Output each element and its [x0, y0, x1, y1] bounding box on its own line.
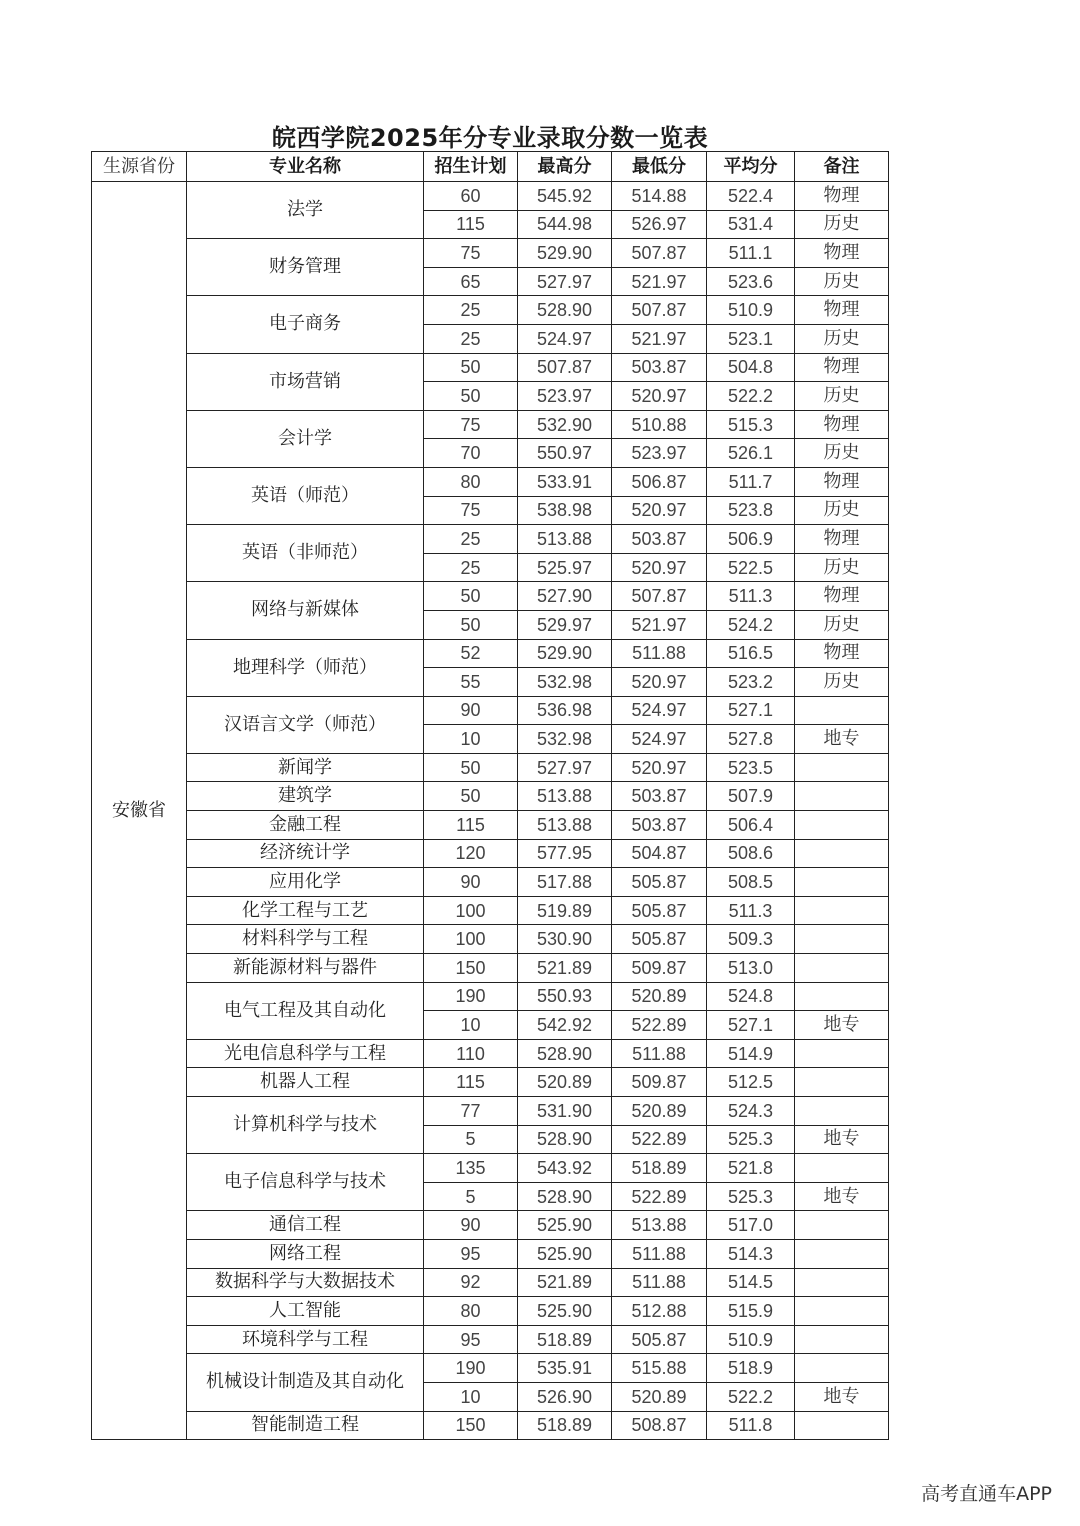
table-row — [92, 925, 889, 954]
table-row — [92, 239, 889, 268]
major-name-cell: 材料科学与工程 — [187, 925, 424, 954]
note-cell: 物理 — [795, 353, 889, 382]
min-score-cell: 521.97 — [612, 267, 707, 296]
note-cell — [795, 1411, 889, 1440]
avg-score-cell: 522.2 — [707, 382, 795, 411]
max-score-cell: 528.90 — [518, 1039, 612, 1068]
min-score-cell: 507.87 — [612, 239, 707, 268]
plan-cell: 90 — [424, 696, 518, 725]
plan-cell: 75 — [424, 496, 518, 525]
min-score-cell: 520.97 — [612, 496, 707, 525]
max-score-cell: 526.90 — [518, 1382, 612, 1411]
table-body — [92, 182, 889, 1440]
header-province: 生源省份 — [92, 152, 187, 182]
avg-score-cell: 515.3 — [707, 410, 795, 439]
major-name-cell: 计算机科学与技术 — [187, 1097, 424, 1154]
avg-score-cell: 514.3 — [707, 1239, 795, 1268]
plan-cell: 150 — [424, 1411, 518, 1440]
note-cell — [795, 782, 889, 811]
note-cell — [795, 1354, 889, 1383]
major-name-cell: 经济统计学 — [187, 839, 424, 868]
max-score-cell: 535.91 — [518, 1354, 612, 1383]
max-score-cell: 529.90 — [518, 639, 612, 668]
max-score-cell: 530.90 — [518, 925, 612, 954]
major-name-cell: 财务管理 — [187, 239, 424, 296]
major-name-cell: 通信工程 — [187, 1211, 424, 1240]
avg-score-cell: 506.4 — [707, 811, 795, 840]
avg-score-cell: 522.2 — [707, 1382, 795, 1411]
plan-cell: 115 — [424, 811, 518, 840]
max-score-cell: 517.88 — [518, 868, 612, 897]
max-score-cell: 513.88 — [518, 782, 612, 811]
min-score-cell: 505.87 — [612, 1325, 707, 1354]
max-score-cell: 528.90 — [518, 1125, 612, 1154]
max-score-cell: 521.89 — [518, 954, 612, 983]
plan-cell: 65 — [424, 267, 518, 296]
min-score-cell: 511.88 — [612, 639, 707, 668]
note-cell: 历史 — [795, 439, 889, 468]
note-cell: 物理 — [795, 525, 889, 554]
max-score-cell: 542.92 — [518, 1011, 612, 1040]
avg-score-cell: 524.2 — [707, 610, 795, 639]
max-score-cell: 525.90 — [518, 1297, 612, 1326]
avg-score-cell: 521.8 — [707, 1154, 795, 1183]
plan-cell: 100 — [424, 925, 518, 954]
min-score-cell: 523.97 — [612, 439, 707, 468]
min-score-cell: 515.88 — [612, 1354, 707, 1383]
max-score-cell: 520.89 — [518, 1068, 612, 1097]
avg-score-cell: 523.8 — [707, 496, 795, 525]
major-name-cell: 智能制造工程 — [187, 1411, 424, 1440]
min-score-cell: 504.87 — [612, 839, 707, 868]
plan-cell: 95 — [424, 1239, 518, 1268]
max-score-cell: 527.97 — [518, 267, 612, 296]
plan-cell: 25 — [424, 525, 518, 554]
max-score-cell: 533.91 — [518, 467, 612, 496]
avg-score-cell: 524.3 — [707, 1097, 795, 1126]
avg-score-cell: 511.8 — [707, 1411, 795, 1440]
avg-score-cell: 527.8 — [707, 725, 795, 754]
plan-cell: 52 — [424, 639, 518, 668]
avg-score-cell: 513.0 — [707, 954, 795, 983]
major-name-cell: 网络与新媒体 — [187, 582, 424, 639]
plan-cell: 190 — [424, 1354, 518, 1383]
min-score-cell: 507.87 — [612, 582, 707, 611]
min-score-cell: 503.87 — [612, 782, 707, 811]
min-score-cell: 506.87 — [612, 467, 707, 496]
note-cell — [795, 1039, 889, 1068]
min-score-cell: 520.97 — [612, 668, 707, 697]
watermark: 高考直通车APP — [921, 1483, 1052, 1505]
max-score-cell: 525.90 — [518, 1239, 612, 1268]
min-score-cell: 511.88 — [612, 1268, 707, 1297]
max-score-cell: 518.89 — [518, 1325, 612, 1354]
note-cell — [795, 1325, 889, 1354]
plan-cell: 50 — [424, 582, 518, 611]
note-cell: 物理 — [795, 239, 889, 268]
table-row — [92, 639, 889, 668]
major-name-cell: 市场营销 — [187, 353, 424, 410]
min-score-cell: 513.88 — [612, 1211, 707, 1240]
avg-score-cell: 511.3 — [707, 896, 795, 925]
max-score-cell: 532.90 — [518, 410, 612, 439]
avg-score-cell: 531.4 — [707, 210, 795, 239]
table-row — [92, 1325, 889, 1354]
avg-score-cell: 522.4 — [707, 182, 795, 211]
note-cell: 历史 — [795, 496, 889, 525]
table-header-row — [92, 152, 889, 182]
avg-score-cell: 523.6 — [707, 267, 795, 296]
note-cell — [795, 896, 889, 925]
header-min-score: 最低分 — [612, 152, 707, 182]
max-score-cell: 550.93 — [518, 982, 612, 1011]
max-score-cell: 521.89 — [518, 1268, 612, 1297]
avg-score-cell: 523.1 — [707, 324, 795, 353]
admission-score-table — [91, 151, 889, 1440]
min-score-cell: 521.97 — [612, 324, 707, 353]
major-name-cell: 电子商务 — [187, 296, 424, 353]
plan-cell: 50 — [424, 353, 518, 382]
min-score-cell: 508.87 — [612, 1411, 707, 1440]
table-row — [92, 1039, 889, 1068]
min-score-cell: 520.97 — [612, 553, 707, 582]
note-cell — [795, 1268, 889, 1297]
header-note: 备注 — [795, 152, 889, 182]
major-name-cell: 地理科学（师范） — [187, 639, 424, 696]
avg-score-cell: 516.5 — [707, 639, 795, 668]
plan-cell: 50 — [424, 753, 518, 782]
avg-score-cell: 511.3 — [707, 582, 795, 611]
max-score-cell: 545.92 — [518, 182, 612, 211]
plan-cell: 115 — [424, 1068, 518, 1097]
min-score-cell: 503.87 — [612, 525, 707, 554]
plan-cell: 135 — [424, 1154, 518, 1183]
note-cell: 地专 — [795, 1382, 889, 1411]
major-name-cell: 英语（师范） — [187, 467, 424, 524]
note-cell: 物理 — [795, 639, 889, 668]
table-row — [92, 696, 889, 725]
max-score-cell: 507.87 — [518, 353, 612, 382]
plan-cell: 5 — [424, 1125, 518, 1154]
major-name-cell: 数据科学与大数据技术 — [187, 1268, 424, 1297]
min-score-cell: 505.87 — [612, 925, 707, 954]
note-cell: 物理 — [795, 467, 889, 496]
min-score-cell: 522.89 — [612, 1125, 707, 1154]
max-score-cell: 528.90 — [518, 1182, 612, 1211]
max-score-cell: 529.90 — [518, 239, 612, 268]
table-row — [92, 1297, 889, 1326]
table-row — [92, 811, 889, 840]
plan-cell: 115 — [424, 210, 518, 239]
min-score-cell: 505.87 — [612, 896, 707, 925]
table-row — [92, 1154, 889, 1183]
max-score-cell: 524.97 — [518, 324, 612, 353]
min-score-cell: 520.89 — [612, 1382, 707, 1411]
min-score-cell: 522.89 — [612, 1182, 707, 1211]
note-cell — [795, 1239, 889, 1268]
min-score-cell: 522.89 — [612, 1011, 707, 1040]
avg-score-cell: 504.8 — [707, 353, 795, 382]
min-score-cell: 503.87 — [612, 811, 707, 840]
min-score-cell: 521.97 — [612, 610, 707, 639]
note-cell: 地专 — [795, 1182, 889, 1211]
table-row — [92, 954, 889, 983]
note-cell: 物理 — [795, 296, 889, 325]
min-score-cell: 520.97 — [612, 753, 707, 782]
note-cell: 历史 — [795, 210, 889, 239]
table-row — [92, 182, 889, 211]
avg-score-cell: 524.8 — [707, 982, 795, 1011]
avg-score-cell: 510.9 — [707, 1325, 795, 1354]
document-title: 皖西学院2025年分专业录取分数一览表 — [271, 124, 709, 152]
max-score-cell: 527.90 — [518, 582, 612, 611]
table-row — [92, 1268, 889, 1297]
avg-score-cell: 514.9 — [707, 1039, 795, 1068]
max-score-cell: 529.97 — [518, 610, 612, 639]
max-score-cell: 536.98 — [518, 696, 612, 725]
major-name-cell: 应用化学 — [187, 868, 424, 897]
max-score-cell: 528.90 — [518, 296, 612, 325]
plan-cell: 10 — [424, 1011, 518, 1040]
note-cell: 物理 — [795, 582, 889, 611]
table-row — [92, 1354, 889, 1383]
min-score-cell: 510.88 — [612, 410, 707, 439]
avg-score-cell: 527.1 — [707, 696, 795, 725]
note-cell: 地专 — [795, 1125, 889, 1154]
avg-score-cell: 523.2 — [707, 668, 795, 697]
avg-score-cell: 512.5 — [707, 1068, 795, 1097]
min-score-cell: 524.97 — [612, 725, 707, 754]
major-name-cell: 新能源材料与器件 — [187, 954, 424, 983]
plan-cell: 80 — [424, 1297, 518, 1326]
plan-cell: 10 — [424, 725, 518, 754]
avg-score-cell: 518.9 — [707, 1354, 795, 1383]
header-plan: 招生计划 — [424, 152, 518, 182]
max-score-cell: 532.98 — [518, 668, 612, 697]
min-score-cell: 518.89 — [612, 1154, 707, 1183]
min-score-cell: 520.89 — [612, 1097, 707, 1126]
avg-score-cell: 526.1 — [707, 439, 795, 468]
note-cell: 物理 — [795, 410, 889, 439]
note-cell — [795, 925, 889, 954]
major-name-cell: 电子信息科学与技术 — [187, 1154, 424, 1211]
note-cell: 历史 — [795, 610, 889, 639]
plan-cell: 25 — [424, 296, 518, 325]
note-cell: 历史 — [795, 553, 889, 582]
avg-score-cell: 506.9 — [707, 525, 795, 554]
max-score-cell: 525.97 — [518, 553, 612, 582]
major-name-cell: 会计学 — [187, 410, 424, 467]
table-row — [92, 1211, 889, 1240]
note-cell — [795, 1097, 889, 1126]
major-name-cell: 环境科学与工程 — [187, 1325, 424, 1354]
max-score-cell: 544.98 — [518, 210, 612, 239]
avg-score-cell: 510.9 — [707, 296, 795, 325]
note-cell — [795, 1154, 889, 1183]
max-score-cell: 523.97 — [518, 382, 612, 411]
major-name-cell: 机器人工程 — [187, 1068, 424, 1097]
major-name-cell: 新闻学 — [187, 753, 424, 782]
min-score-cell: 505.87 — [612, 868, 707, 897]
table-row — [92, 582, 889, 611]
min-score-cell: 507.87 — [612, 296, 707, 325]
plan-cell: 150 — [424, 954, 518, 983]
min-score-cell: 509.87 — [612, 1068, 707, 1097]
avg-score-cell: 515.9 — [707, 1297, 795, 1326]
plan-cell: 50 — [424, 610, 518, 639]
avg-score-cell: 523.5 — [707, 753, 795, 782]
max-score-cell: 543.92 — [518, 1154, 612, 1183]
plan-cell: 80 — [424, 467, 518, 496]
plan-cell: 90 — [424, 868, 518, 897]
note-cell: 地专 — [795, 1011, 889, 1040]
note-cell: 物理 — [795, 182, 889, 211]
note-cell — [795, 868, 889, 897]
plan-cell: 77 — [424, 1097, 518, 1126]
table-row — [92, 868, 889, 897]
max-score-cell: 531.90 — [518, 1097, 612, 1126]
min-score-cell: 503.87 — [612, 353, 707, 382]
avg-score-cell: 517.0 — [707, 1211, 795, 1240]
note-cell: 历史 — [795, 324, 889, 353]
table-row — [92, 353, 889, 382]
table-row — [92, 1097, 889, 1126]
max-score-cell: 518.89 — [518, 1411, 612, 1440]
table-row — [92, 753, 889, 782]
plan-cell: 75 — [424, 410, 518, 439]
major-name-cell: 法学 — [187, 182, 424, 239]
note-cell — [795, 954, 889, 983]
avg-score-cell: 522.5 — [707, 553, 795, 582]
plan-cell: 90 — [424, 1211, 518, 1240]
avg-score-cell: 525.3 — [707, 1125, 795, 1154]
plan-cell: 55 — [424, 668, 518, 697]
avg-score-cell: 514.5 — [707, 1268, 795, 1297]
table-row — [92, 410, 889, 439]
min-score-cell: 511.88 — [612, 1039, 707, 1068]
min-score-cell: 509.87 — [612, 954, 707, 983]
max-score-cell: 538.98 — [518, 496, 612, 525]
note-cell — [795, 753, 889, 782]
note-cell — [795, 811, 889, 840]
note-cell: 地专 — [795, 725, 889, 754]
min-score-cell: 514.88 — [612, 182, 707, 211]
max-score-cell: 550.97 — [518, 439, 612, 468]
avg-score-cell: 527.1 — [707, 1011, 795, 1040]
major-name-cell: 建筑学 — [187, 782, 424, 811]
min-score-cell: 524.97 — [612, 696, 707, 725]
province-cell: 安徽省 — [92, 182, 187, 1440]
note-cell — [795, 1068, 889, 1097]
plan-cell: 50 — [424, 382, 518, 411]
major-name-cell: 英语（非师范） — [187, 525, 424, 582]
plan-cell: 5 — [424, 1182, 518, 1211]
header-major: 专业名称 — [187, 152, 424, 182]
plan-cell: 25 — [424, 324, 518, 353]
major-name-cell: 金融工程 — [187, 811, 424, 840]
avg-score-cell: 525.3 — [707, 1182, 795, 1211]
table-row — [92, 982, 889, 1011]
note-cell: 历史 — [795, 267, 889, 296]
table-row — [92, 1411, 889, 1440]
plan-cell: 60 — [424, 182, 518, 211]
max-score-cell: 532.98 — [518, 725, 612, 754]
note-cell — [795, 696, 889, 725]
note-cell — [795, 839, 889, 868]
min-score-cell: 511.88 — [612, 1239, 707, 1268]
table-row — [92, 839, 889, 868]
table-row — [92, 1239, 889, 1268]
avg-score-cell: 509.3 — [707, 925, 795, 954]
table-row — [92, 1068, 889, 1097]
avg-score-cell: 511.7 — [707, 467, 795, 496]
plan-cell: 190 — [424, 982, 518, 1011]
table-row — [92, 782, 889, 811]
max-score-cell: 525.90 — [518, 1211, 612, 1240]
table-row — [92, 896, 889, 925]
avg-score-cell: 508.6 — [707, 839, 795, 868]
max-score-cell: 519.89 — [518, 896, 612, 925]
table-row — [92, 525, 889, 554]
major-name-cell: 机械设计制造及其自动化 — [187, 1354, 424, 1411]
plan-cell: 10 — [424, 1382, 518, 1411]
max-score-cell: 527.97 — [518, 753, 612, 782]
plan-cell: 120 — [424, 839, 518, 868]
note-cell — [795, 982, 889, 1011]
min-score-cell: 520.97 — [612, 382, 707, 411]
note-cell: 历史 — [795, 382, 889, 411]
major-name-cell: 光电信息科学与工程 — [187, 1039, 424, 1068]
avg-score-cell: 507.9 — [707, 782, 795, 811]
note-cell: 历史 — [795, 668, 889, 697]
major-name-cell: 网络工程 — [187, 1239, 424, 1268]
plan-cell: 95 — [424, 1325, 518, 1354]
plan-cell: 92 — [424, 1268, 518, 1297]
major-name-cell: 汉语言文学（师范） — [187, 696, 424, 753]
major-name-cell: 电气工程及其自动化 — [187, 982, 424, 1039]
max-score-cell: 577.95 — [518, 839, 612, 868]
plan-cell: 50 — [424, 782, 518, 811]
note-cell — [795, 1211, 889, 1240]
max-score-cell: 513.88 — [518, 525, 612, 554]
note-cell — [795, 1297, 889, 1326]
plan-cell: 70 — [424, 439, 518, 468]
plan-cell: 75 — [424, 239, 518, 268]
header-avg-score: 平均分 — [707, 152, 795, 182]
min-score-cell: 512.88 — [612, 1297, 707, 1326]
table-row — [92, 467, 889, 496]
avg-score-cell: 511.1 — [707, 239, 795, 268]
plan-cell: 110 — [424, 1039, 518, 1068]
max-score-cell: 513.88 — [518, 811, 612, 840]
plan-cell: 100 — [424, 896, 518, 925]
major-name-cell: 化学工程与工艺 — [187, 896, 424, 925]
avg-score-cell: 508.5 — [707, 868, 795, 897]
major-name-cell: 人工智能 — [187, 1297, 424, 1326]
min-score-cell: 520.89 — [612, 982, 707, 1011]
min-score-cell: 526.97 — [612, 210, 707, 239]
header-max-score: 最高分 — [518, 152, 612, 182]
plan-cell: 25 — [424, 553, 518, 582]
table-row — [92, 296, 889, 325]
